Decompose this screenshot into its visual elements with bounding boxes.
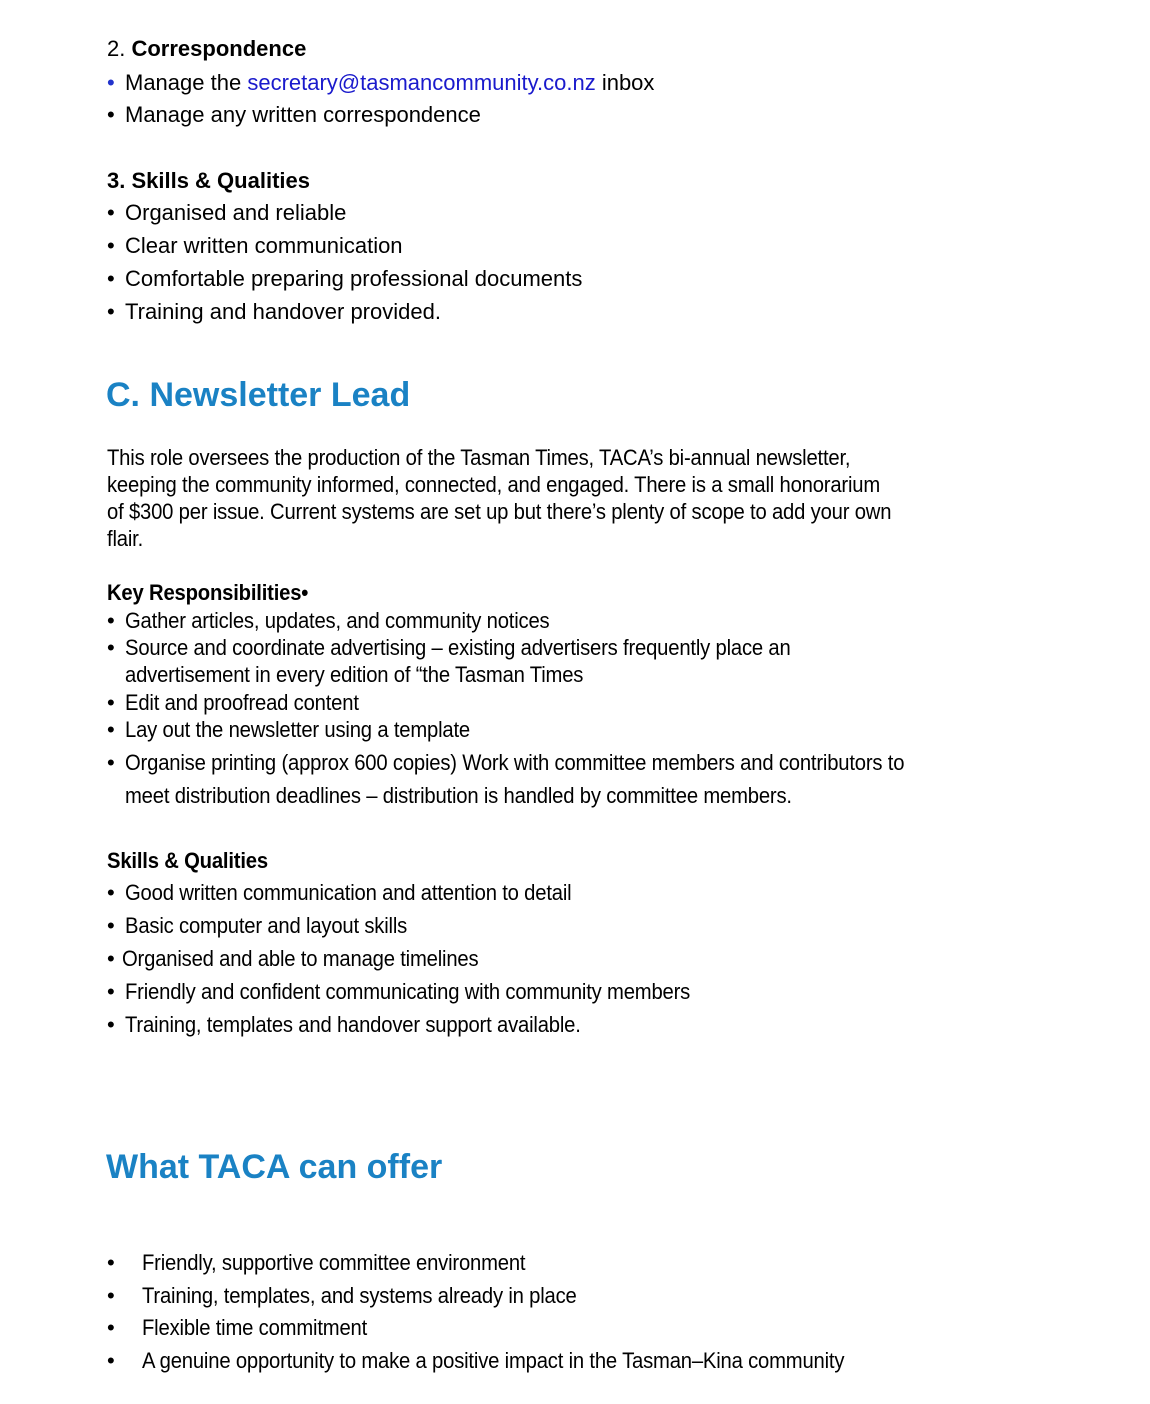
bullet-icon: •	[107, 1012, 115, 1037]
offer-heading: What TACA can offer	[106, 1148, 443, 1186]
list-item: A genuine opportunity to make a positive impact in the Tasman–Kina community	[142, 1348, 845, 1373]
list-item: Source and coordinate advertising – existing advertisers frequently place an	[125, 635, 791, 660]
bullet-icon: •	[107, 608, 115, 633]
list-item: Organise printing (approx 600 copies) Work with committee members and contributors to	[125, 750, 905, 775]
bullet-icon: •	[107, 1348, 115, 1373]
intro-line: flair.	[107, 526, 144, 551]
list-item: Lay out the newsletter using a template	[125, 717, 470, 742]
bullet-icon: •	[107, 299, 115, 324]
bullet-icon: •	[107, 70, 115, 95]
intro-line: This role oversees the production of the Tasman Times, TACA’s bi-annual newsletter,	[107, 445, 851, 470]
list-item: Manage any written correspondence	[125, 102, 481, 127]
intro-line: keeping the community informed, connected, and engaged. There is a small honorarium	[107, 472, 881, 497]
section-number: 2.	[107, 36, 126, 61]
bullet-icon: •	[107, 233, 115, 258]
bullet-icon: •	[107, 635, 115, 660]
responsibilities-title: Key Responsibilities•	[107, 580, 309, 605]
skills-title: Skills & Qualities	[107, 848, 268, 873]
section-title: 3. Skills & Qualities	[107, 168, 310, 193]
list-item: Good written communication and attention to detail	[125, 880, 572, 905]
newsletter-heading: C. Newsletter Lead	[106, 376, 411, 414]
bullet-icon: •	[107, 880, 115, 905]
list-item: Organised and reliable	[125, 200, 347, 225]
list-item: Training and handover provided.	[125, 299, 441, 324]
bullet-icon: •	[107, 979, 115, 1004]
list-item-continuation: meet distribution deadlines – distribution is handled by committee members.	[125, 783, 792, 808]
bullet-icon: •	[107, 717, 115, 742]
bullet-icon: •	[107, 1283, 115, 1308]
correspondence-heading	[107, 36, 306, 62]
list-item: Friendly, supportive committee environment	[142, 1250, 526, 1275]
list-item: Basic computer and layout skills	[125, 913, 408, 938]
list-item: Training, templates and handover support available.	[125, 1012, 581, 1037]
email-link[interactable]: secretary@tasmancommunity.co.nz	[247, 70, 596, 95]
bullet-icon: •	[107, 946, 115, 971]
section-title: Correspondence	[131, 36, 307, 61]
list-item: Edit and proofread content	[125, 690, 359, 715]
list-item: Training, templates, and systems already in place	[142, 1283, 577, 1308]
bullet-icon: •	[107, 266, 115, 291]
list-item: Flexible time commitment	[142, 1315, 368, 1340]
bullet-icon: •	[107, 1315, 115, 1340]
list-item: Organised and able to manage timelines	[122, 946, 479, 971]
bullet-icon: •	[107, 1250, 115, 1275]
bullet-icon: •	[107, 690, 115, 715]
list-item-continuation: advertisement in every edition of “the Tasman Times	[125, 662, 584, 687]
bullet-icon: •	[107, 200, 115, 225]
bullet-icon: •	[107, 102, 115, 127]
list-item: Friendly and confident communicating with community members	[125, 979, 691, 1004]
list-item: Manage the secretary@tasmancommunity.co.nz inbox	[125, 70, 655, 95]
list-item: Clear written communication	[125, 233, 403, 258]
list-item: Comfortable preparing professional documents	[125, 266, 583, 291]
list-item: Gather articles, updates, and community notices	[125, 608, 550, 633]
intro-line: of $300 per issue. Current systems are set up but there’s plenty of scope to add your own	[107, 499, 892, 524]
bullet-icon: •	[107, 750, 115, 775]
bullet-icon: •	[107, 913, 115, 938]
